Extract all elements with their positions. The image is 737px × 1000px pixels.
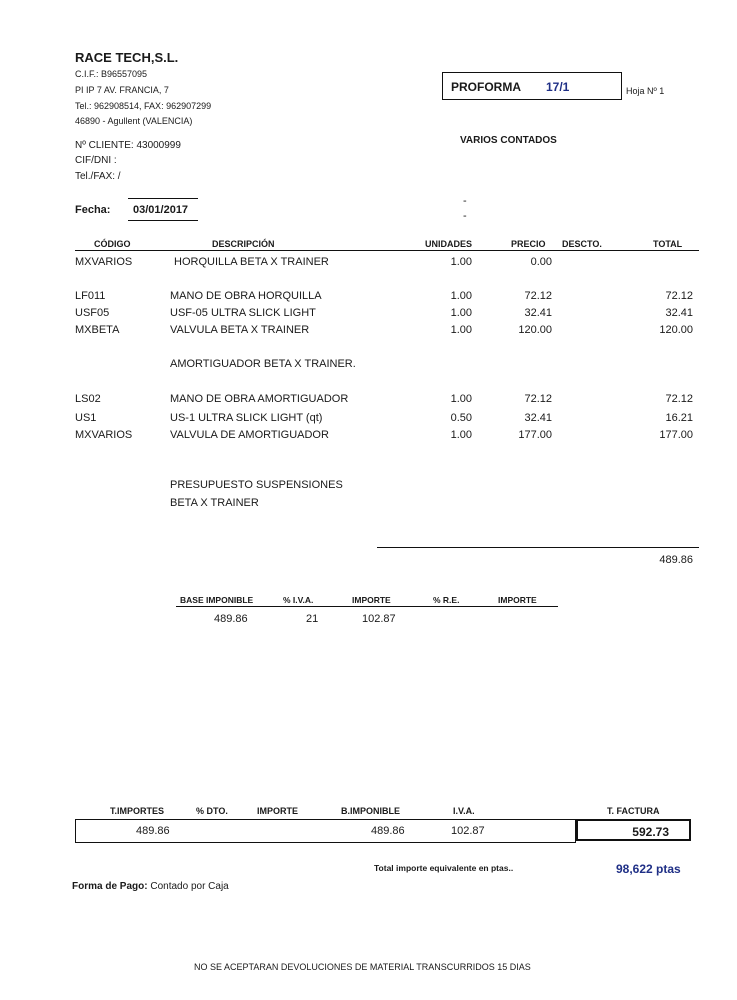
- customer-name: VARIOS CONTADOS: [460, 135, 557, 146]
- tax-divider: [176, 606, 558, 607]
- line-units: 1.00: [450, 290, 472, 302]
- tax-header-iva: % I.V.A.: [283, 595, 314, 605]
- line-units: 1.00: [450, 256, 472, 268]
- dash-2: -: [463, 210, 467, 222]
- company-address: PI IP 7 AV. FRANCIA, 7: [75, 85, 169, 95]
- line-code: USF05: [75, 307, 110, 319]
- tfactura-box: [576, 819, 691, 841]
- line-description: HORQUILLA BETA X TRAINER: [174, 256, 329, 268]
- line-code: US1: [75, 412, 97, 424]
- client-tel: Tel./FAX: /: [75, 171, 121, 182]
- totals-iva: 102.87: [451, 825, 485, 837]
- footer-notice: NO SE ACEPTARAN DEVOLUCIONES DE MATERIAL TRANSCURRIDOS 15 DIAS: [194, 962, 531, 972]
- fecha-label: Fecha:: [75, 204, 111, 216]
- fecha-box: [128, 198, 198, 221]
- tax-iva-value: 21: [306, 613, 319, 625]
- line-description: AMORTIGUADOR BETA X TRAINER.: [170, 358, 356, 370]
- line-description: BETA X TRAINER: [170, 497, 259, 509]
- line-total: 177.00: [659, 429, 693, 441]
- totals-timportes: 489.86: [136, 825, 170, 837]
- line-description: USF-05 ULTRA SLICK LIGHT: [170, 307, 316, 319]
- hoja-number: Hoja Nº 1: [626, 86, 665, 96]
- line-price: 32.41: [524, 307, 552, 319]
- line-units: 0.50: [450, 412, 472, 424]
- totals-header-bimponible: B.IMPONIBLE: [341, 806, 401, 816]
- tax-base-value: 489.86: [214, 613, 248, 625]
- tax-importe-value: 102.87: [362, 613, 396, 625]
- line-price: 32.41: [524, 412, 552, 424]
- header-codigo: CÓDIGO: [94, 239, 131, 249]
- line-description: US-1 ULTRA SLICK LIGHT (qt): [170, 412, 323, 424]
- line-price: 120.00: [518, 324, 552, 336]
- line-units: 1.00: [450, 393, 472, 405]
- line-description: PRESUPUESTO SUSPENSIONES: [170, 479, 343, 491]
- line-code: MXBETA: [75, 324, 120, 336]
- line-units: 1.00: [450, 324, 472, 336]
- tax-header-importe: IMPORTE: [352, 595, 391, 605]
- client-number: Nº CLIENTE: 43000999: [75, 140, 181, 151]
- totals-header-importe: IMPORTE: [257, 806, 299, 816]
- line-price: 72.12: [524, 393, 552, 405]
- company-phone: Tel.: 962908514, FAX: 962907299: [75, 101, 212, 111]
- line-code: LS02: [75, 393, 101, 405]
- header-descripcion: DESCRIPCIÓN: [212, 239, 275, 249]
- line-units: 1.00: [450, 307, 472, 319]
- line-total: 16.21: [665, 412, 693, 424]
- header-unidades: UNIDADES: [425, 239, 473, 249]
- line-description: MANO DE OBRA HORQUILLA: [170, 290, 322, 302]
- line-total: 72.12: [665, 290, 693, 302]
- totals-tfactura: 592.73: [632, 825, 669, 839]
- totals-box: [75, 819, 576, 843]
- company-city: 46890 - Agullent (VALENCIA): [75, 116, 193, 126]
- line-code: MXVARIOS: [75, 256, 133, 268]
- totals-bimponible: 489.86: [371, 825, 405, 837]
- proforma-box: [442, 72, 622, 100]
- tax-header-importe-re: IMPORTE: [498, 595, 537, 605]
- line-total: 32.41: [665, 307, 693, 319]
- line-code: MXVARIOS: [75, 429, 133, 441]
- forma-pago-value: Contado por Caja: [150, 881, 229, 892]
- totals-header-timportes: T.IMPORTES: [110, 806, 165, 816]
- header-total: TOTAL: [653, 239, 683, 249]
- line-description: VALVULA DE AMORTIGUADOR: [170, 429, 329, 441]
- tax-header-re: % R.E.: [433, 595, 460, 605]
- tax-header-base: BASE IMPONIBLE: [180, 595, 254, 605]
- forma-pago: [72, 881, 229, 892]
- header-precio: PRECIO: [511, 239, 546, 249]
- dash-1: -: [463, 195, 467, 207]
- subtotal-value: 489.86: [659, 554, 693, 566]
- totals-header-dto: % DTO.: [196, 806, 228, 816]
- line-units: 1.00: [450, 429, 472, 441]
- fecha-value: 03/01/2017: [133, 204, 189, 216]
- line-code: LF011: [75, 290, 106, 302]
- line-description: MANO DE OBRA AMORTIGUADOR: [170, 393, 349, 405]
- doc-type: PROFORMA: [451, 80, 521, 94]
- header-divider: [75, 250, 699, 251]
- line-description: VALVULA BETA X TRAINER: [170, 324, 310, 336]
- header-descto: DESCTO.: [562, 239, 602, 249]
- client-cif: CIF/DNI :: [75, 155, 117, 166]
- line-price: 72.12: [524, 290, 552, 302]
- line-total: 72.12: [665, 393, 693, 405]
- doc-number: 17/1: [546, 80, 570, 94]
- line-price: 0.00: [530, 256, 552, 268]
- subtotal-divider: [377, 547, 699, 548]
- totals-header-tfactura: T. FACTURA: [607, 806, 660, 816]
- company-name: RACE TECH,S.L.: [75, 50, 179, 65]
- ptas-label: Total importe equivalente en ptas..: [374, 863, 514, 873]
- company-cif: C.I.F.: B96557095: [75, 69, 148, 79]
- line-total: 120.00: [659, 324, 693, 336]
- totals-header-iva: I.V.A.: [453, 806, 475, 816]
- ptas-value: 98,622 ptas: [616, 862, 681, 876]
- line-price: 177.00: [518, 429, 552, 441]
- forma-pago-label: Forma de Pago:: [72, 881, 148, 892]
